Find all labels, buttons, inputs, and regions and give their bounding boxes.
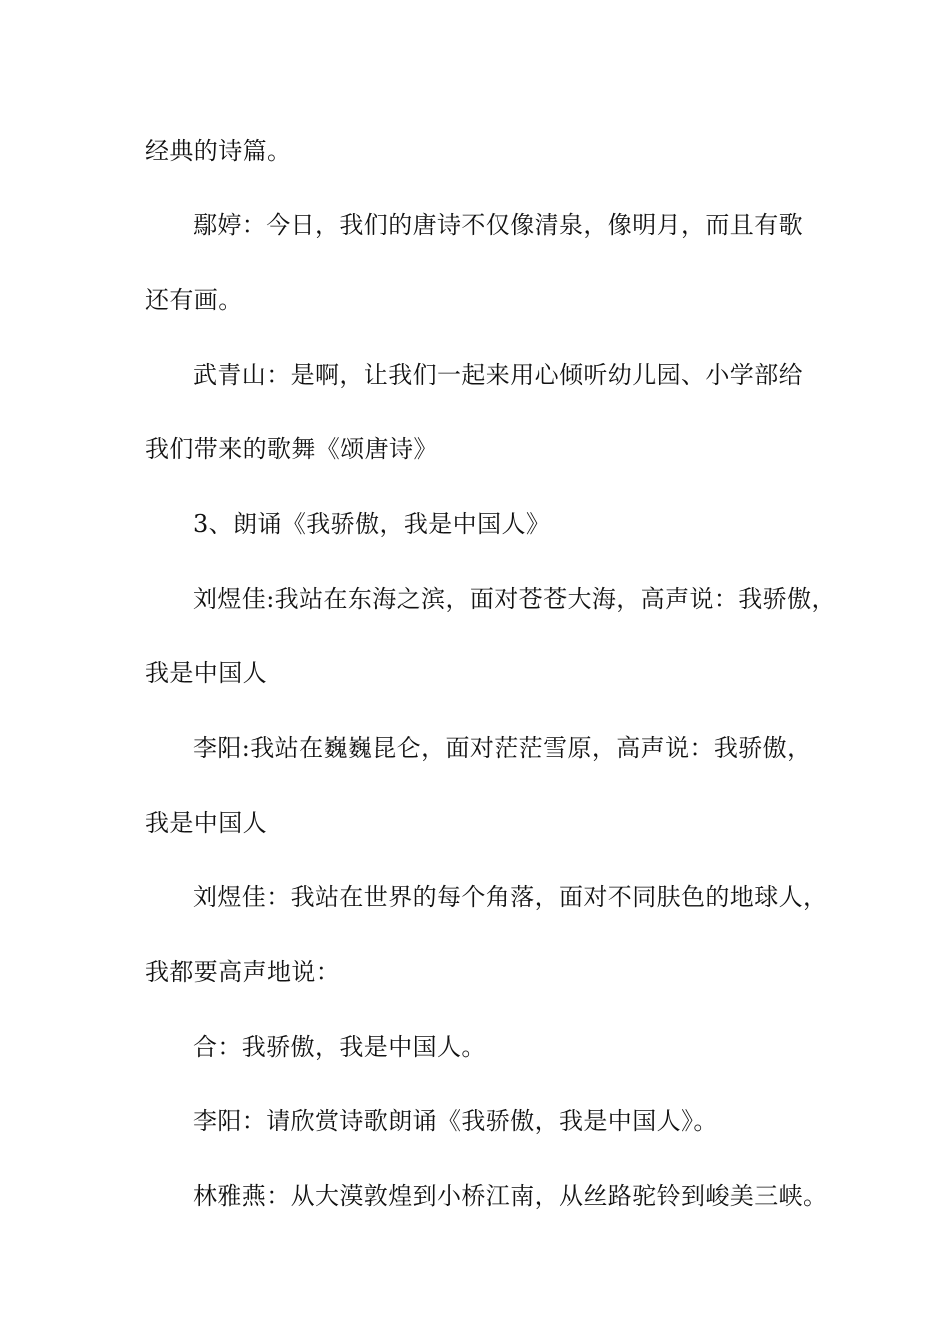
text-line-2: 鄢婷：今日，我们的唐诗不仅像清泉，像明月，而且有歌 — [193, 211, 803, 239]
text-line-12: 我都要高声地说： — [145, 958, 341, 986]
text-line-5: 我们带来的歌舞《颂唐诗》 — [145, 435, 438, 463]
text-line-15: 林雅燕：从大漠敦煌到小桥江南，从丝路驼铃到峻美三峡。 — [193, 1182, 828, 1210]
text-line-9: 李阳:我站在巍巍昆仑，面对茫茫雪原，高声说：我骄傲， — [193, 734, 812, 762]
text-line-1: 经典的诗篇。 — [145, 137, 292, 165]
text-line-14: 李阳：请欣赏诗歌朗诵《我骄傲，我是中国人》。 — [193, 1107, 718, 1135]
text-line-8: 我是中国人 — [145, 659, 267, 687]
text-line-11: 刘煜佳：我站在世界的每个角落，面对不同肤色的地球人， — [193, 883, 828, 911]
text-line-3: 还有画。 — [145, 286, 243, 314]
text-line-13: 合：我骄傲，我是中国人。 — [193, 1033, 486, 1061]
text-line-4: 武青山：是啊，让我们一起来用心倾听幼儿园、小学部给 — [193, 361, 803, 389]
text-line-10: 我是中国人 — [145, 809, 267, 837]
text-line-7: 刘煜佳:我站在东海之滨，面对苍苍大海，高声说：我骄傲， — [193, 585, 836, 613]
section-heading: 3、朗诵《我骄傲，我是中国人》 — [193, 510, 551, 538]
